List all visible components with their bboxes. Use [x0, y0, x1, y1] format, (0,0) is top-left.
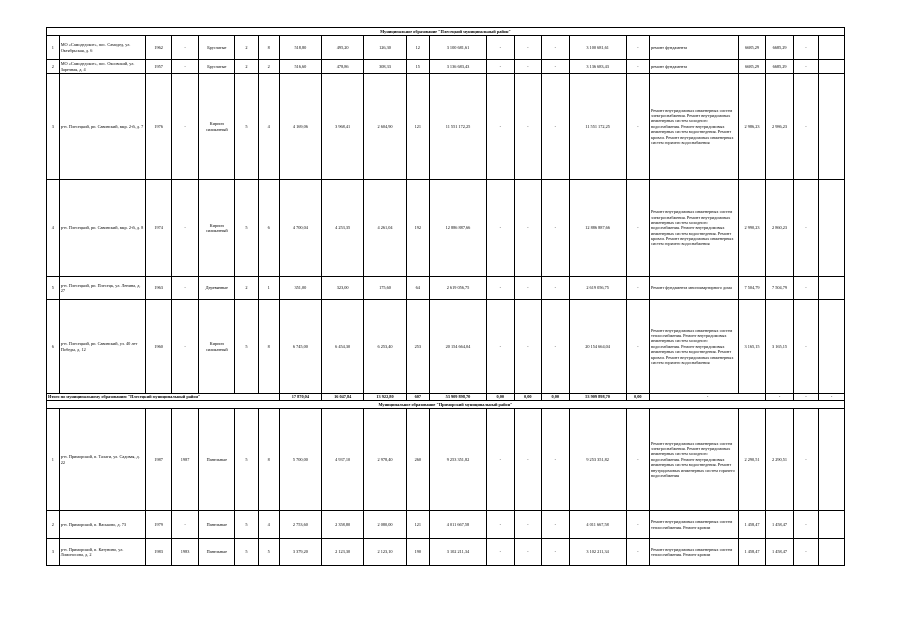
- cell-z1: -: [487, 60, 515, 74]
- cell-y1: 1957: [146, 60, 171, 74]
- cell-z3: -: [542, 60, 570, 74]
- cell-tot: 3 102 211,34: [569, 539, 626, 566]
- cell-ent: 4: [258, 511, 279, 539]
- cell-mat: Панельные: [199, 511, 235, 539]
- cell-e2: -: [793, 74, 818, 180]
- total-a1: 17 870,04: [279, 394, 321, 401]
- cell-mat: Брусчатые: [199, 60, 235, 74]
- capital-repair-table: [46, 27, 845, 566]
- cell-work: Ремонт внутридомовых инженерных систем теплоснабжения. Ремонт внутридомовых инженерных систем холодного водоснабжения. Ремонт внутридомовых инженерных систем водоотведения. Ремонт кровли. Ремонт внутридомовых инженерных систем горячего водоснабжения: [649, 300, 738, 394]
- cell-a2: 4 253,35: [322, 180, 364, 277]
- cell-ent: 1: [258, 277, 279, 300]
- cell-z2: -: [514, 74, 542, 180]
- cell-a1: 6 745,00: [279, 300, 321, 394]
- cell-fl: 5: [235, 409, 258, 511]
- cell-y1: 1983: [146, 539, 171, 566]
- cell-p2: 7 504,79: [766, 277, 794, 300]
- total-c1: -: [649, 394, 765, 401]
- section-heading-row: [47, 28, 845, 36]
- total-tot: 53 909 898,70: [569, 394, 626, 401]
- cell-z1: -: [487, 511, 515, 539]
- cell-tot: 12 886 887,66: [569, 180, 626, 277]
- cell-n: 1: [47, 36, 60, 60]
- cell-n: 4: [47, 180, 60, 277]
- cell-z1: -: [487, 74, 515, 180]
- cell-p2: 3 165,15: [766, 300, 794, 394]
- cell-e2: -: [793, 409, 818, 511]
- cell-cost: 2 619 056,75: [429, 277, 486, 300]
- cell-z1: -: [487, 409, 515, 511]
- cell-z2: -: [514, 180, 542, 277]
- cell-cost: 20 154 664,04: [429, 300, 486, 394]
- cell-e1: -: [626, 300, 649, 394]
- cell-tot: 4 011 667,58: [569, 511, 626, 539]
- cell-n: 3: [47, 74, 60, 180]
- cell-e2: -: [793, 180, 818, 277]
- cell-a3: 308,33: [364, 60, 406, 74]
- cell-res: 12: [406, 36, 429, 60]
- total-c3: -: [793, 394, 818, 401]
- cell-a2: 4 937,10: [322, 409, 364, 511]
- cell-e2: -: [793, 36, 818, 60]
- cell-a2: 495,20: [322, 36, 364, 60]
- cell-addr: р-н. Приморский, п. Васьково, д. 73: [59, 511, 146, 539]
- cell-a3: 2 978,40: [364, 409, 406, 511]
- cell-p2: 2 860,23: [766, 180, 794, 277]
- cell-work: ремонт фундамента: [649, 36, 738, 60]
- cell-e1: -: [626, 74, 649, 180]
- cell-pad: [819, 511, 845, 539]
- cell-addr: р-н. Приморский, п. Катунино, ул. Ломоносова, д. 2: [59, 539, 146, 566]
- cell-y2: -: [171, 180, 199, 277]
- cell-a2: 6 454,30: [322, 300, 364, 394]
- table-row: [47, 74, 845, 180]
- table-row: [47, 539, 845, 566]
- cell-y2: -: [171, 36, 199, 60]
- cell-cost: 9 253 351,82: [429, 409, 486, 511]
- cell-p1: 1 458,47: [738, 511, 766, 539]
- cell-fl: 5: [235, 511, 258, 539]
- cell-y1: 1976: [146, 74, 171, 180]
- cell-y2: -: [171, 300, 199, 394]
- cell-e1: -: [626, 409, 649, 511]
- cell-fl: 5: [235, 300, 258, 394]
- total-z3: 0,00: [542, 394, 570, 401]
- cell-cost: 3 100 681,61: [429, 36, 486, 60]
- cell-n: 5: [47, 277, 60, 300]
- cell-pad: [819, 74, 845, 180]
- cell-res: 253: [406, 300, 429, 394]
- cell-res: 121: [406, 74, 429, 180]
- cell-a2: 3 968,41: [322, 74, 364, 180]
- cell-z2: -: [514, 409, 542, 511]
- cell-y1: 1962: [146, 36, 171, 60]
- cell-a3: 175,60: [364, 277, 406, 300]
- cell-z2: -: [514, 511, 542, 539]
- cell-cost: 4 011 667,58: [429, 511, 486, 539]
- cell-mat: Брусчатые: [199, 36, 235, 60]
- total-z1: 0,00: [487, 394, 515, 401]
- cell-tot: 20 154 664,04: [569, 300, 626, 394]
- cell-z3: -: [542, 539, 570, 566]
- cell-a2: 2 358,80: [322, 511, 364, 539]
- total-label: Итого по муниципальному образованию "Плесецкий муниципальный район": [47, 394, 280, 401]
- cell-addr: р-н. Плесецкий, рп. Плесецк, ул. Ленина, д. 27: [59, 277, 146, 300]
- cell-p2: 1 458,47: [766, 511, 794, 539]
- table-row: [47, 511, 845, 539]
- cell-n: 2: [47, 511, 60, 539]
- cell-ent: 8: [258, 36, 279, 60]
- cell-z3: -: [542, 36, 570, 60]
- cell-y2: -: [171, 511, 199, 539]
- cell-p1: 1 458,47: [738, 539, 766, 566]
- cell-cost: 12 886 887,66: [429, 180, 486, 277]
- cell-p1: 7 504,79: [738, 277, 766, 300]
- cell-y2: 1987: [171, 409, 199, 511]
- cell-z3: -: [542, 511, 570, 539]
- cell-a1: 516,60: [279, 60, 321, 74]
- total-z4: 0,00: [626, 394, 649, 401]
- cell-z3: -: [542, 277, 570, 300]
- cell-pad: [819, 539, 845, 566]
- cell-a2: 478,86: [322, 60, 364, 74]
- cell-e2: -: [793, 300, 818, 394]
- cell-z1: -: [487, 300, 515, 394]
- total-row: [47, 394, 845, 401]
- cell-cost: 11 551 172,25: [429, 74, 486, 180]
- cell-p1: 2 990,23: [738, 180, 766, 277]
- cell-a1: 4 169,06: [279, 74, 321, 180]
- cell-y1: 1979: [146, 511, 171, 539]
- table-row: [47, 36, 845, 60]
- cell-pad: [819, 60, 845, 74]
- cell-e1: -: [626, 511, 649, 539]
- section-heading: Муниципальное образование "Плесецкий муниципальный район": [47, 28, 845, 36]
- cell-z3: -: [542, 180, 570, 277]
- cell-pad: [819, 180, 845, 277]
- cell-pad: [819, 36, 845, 60]
- cell-pad: [819, 300, 845, 394]
- cell-z1: -: [487, 277, 515, 300]
- cell-p1: 2 986,23: [738, 74, 766, 180]
- cell-fl: 5: [235, 539, 258, 566]
- cell-a3: 4 261,04: [364, 180, 406, 277]
- cell-a1: 518,80: [279, 36, 321, 60]
- cell-a2: 323,00: [322, 277, 364, 300]
- section-heading-row: [47, 401, 845, 409]
- cell-z3: -: [542, 300, 570, 394]
- cell-fl: 5: [235, 74, 258, 180]
- cell-ent: 2: [258, 60, 279, 74]
- table-row: [47, 300, 845, 394]
- cell-a3: 2 123,10: [364, 539, 406, 566]
- cell-res: 15: [406, 60, 429, 74]
- cell-work: Ремонт внутридомовых инженерных систем электроснабжения. Ремонт внутридомовых инженерных систем холодного водоснабжения. Ремонт внутридомовых инженерных систем водоотведения. Ремонт кровли. Ремонт внутридомовых инженерных систем горячего водоснабжения: [649, 180, 738, 277]
- cell-res: 190: [406, 539, 429, 566]
- cell-z2: -: [514, 539, 542, 566]
- cell-z2: -: [514, 36, 542, 60]
- total-c2: -: [766, 394, 794, 401]
- cell-work: Ремонт внутридомовых инженерных систем электроснабжения. Ремонт внутридомовых инженерных систем холодного водоснабжения. Ремонт внутридомовых инженерных систем водоотведения. Ремонт внутридомовых инженерных систем горячего водоснабжения: [649, 409, 738, 511]
- cell-e1: -: [626, 36, 649, 60]
- cell-e2: -: [793, 539, 818, 566]
- total-cost: 53 909 898,70: [429, 394, 486, 401]
- cell-y2: 1983: [171, 539, 199, 566]
- cell-addr: р-н. Плесецкий, рп. Савинский, мкр. 2-й, д. 8: [59, 180, 146, 277]
- cell-a3: 126,30: [364, 36, 406, 60]
- cell-addr: МО «Самодедское», пос. Самодед, ул. Октябрьская, д. 6: [59, 36, 146, 60]
- cell-work: Ремонт внутридомовых инженерных систем теплоснабжения. Ремонт кровли: [649, 511, 738, 539]
- total-c4: -: [819, 394, 845, 401]
- cell-fl: 2: [235, 277, 258, 300]
- cell-tot: 3 136 683,43: [569, 60, 626, 74]
- cell-work: Ремонт внутридомовых инженерных систем теплоснабжения. Ремонт кровли: [649, 539, 738, 566]
- cell-tot: 3 100 681,61: [569, 36, 626, 60]
- cell-tot: 11 551 172,25: [569, 74, 626, 180]
- cell-y1: 1960: [146, 300, 171, 394]
- cell-p1: 3 165,15: [738, 300, 766, 394]
- cell-mat: Деревянные: [199, 277, 235, 300]
- cell-a3: 6 253,40: [364, 300, 406, 394]
- cell-e1: -: [626, 180, 649, 277]
- cell-e2: -: [793, 277, 818, 300]
- section-heading: Муниципальное образование "Приморский муниципальный район": [47, 401, 845, 409]
- cell-p2: 6685,29: [766, 60, 794, 74]
- cell-pad: [819, 277, 845, 300]
- cell-a1: 2 753,60: [279, 511, 321, 539]
- cell-a3: 2 080,00: [364, 511, 406, 539]
- cell-a1: 4 700,04: [279, 180, 321, 277]
- cell-e1: -: [626, 539, 649, 566]
- cell-a2: 2 123,30: [322, 539, 364, 566]
- table-body: [47, 28, 845, 566]
- cell-ent: 8: [258, 300, 279, 394]
- cell-a1: 5 700,00: [279, 409, 321, 511]
- cell-addr: р-н. Плесецкий, рп. Савинский, мкр. 2-й, д. 7: [59, 74, 146, 180]
- table-row: [47, 409, 845, 511]
- cell-p2: 1 458,47: [766, 539, 794, 566]
- cell-p1: 2 290,51: [738, 409, 766, 511]
- cell-e2: -: [793, 511, 818, 539]
- cell-tot: 2 619 056,75: [569, 277, 626, 300]
- cell-z3: -: [542, 74, 570, 180]
- cell-tot: 9 253 351,82: [569, 409, 626, 511]
- table-row: [47, 277, 845, 300]
- cell-n: 6: [47, 300, 60, 394]
- cell-p2: 2 290,51: [766, 409, 794, 511]
- cell-mat: Кирпич силикатный: [199, 300, 235, 394]
- total-z2: 0,00: [514, 394, 542, 401]
- cell-addr: р-н. Плесецкий, рп. Савинский, ул. 40 лет Победы, д. 12: [59, 300, 146, 394]
- cell-e2: -: [793, 60, 818, 74]
- total-res: 607: [406, 394, 429, 401]
- cell-p2: 6685,29: [766, 36, 794, 60]
- total-a2: 16 047,84: [322, 394, 364, 401]
- cell-a1: 351,00: [279, 277, 321, 300]
- cell-cost: 3 136 683,43: [429, 60, 486, 74]
- cell-res: 260: [406, 409, 429, 511]
- table-row: [47, 60, 845, 74]
- total-a3: 13 922,80: [364, 394, 406, 401]
- cell-mat: Панельные: [199, 539, 235, 566]
- cell-ent: 8: [258, 409, 279, 511]
- cell-z1: -: [487, 539, 515, 566]
- cell-mat: Кирпич силикатный: [199, 74, 235, 180]
- cell-e1: -: [626, 277, 649, 300]
- cell-y2: -: [171, 74, 199, 180]
- cell-z1: -: [487, 180, 515, 277]
- cell-n: 3: [47, 539, 60, 566]
- cell-work: Ремонт фундамента многоквартирного дома: [649, 277, 738, 300]
- cell-z1: -: [487, 36, 515, 60]
- cell-n: 2: [47, 60, 60, 74]
- cell-z2: -: [514, 277, 542, 300]
- cell-a3: 2 604,90: [364, 74, 406, 180]
- cell-p1: 6685,29: [738, 60, 766, 74]
- cell-p1: 6685,29: [738, 36, 766, 60]
- cell-p2: 2 986,23: [766, 74, 794, 180]
- cell-cost: 3 102 211,34: [429, 539, 486, 566]
- cell-y1: 1987: [146, 409, 171, 511]
- cell-z2: -: [514, 300, 542, 394]
- cell-fl: 2: [235, 60, 258, 74]
- cell-z2: -: [514, 60, 542, 74]
- cell-res: 121: [406, 511, 429, 539]
- cell-fl: 2: [235, 36, 258, 60]
- cell-y1: 1974: [146, 180, 171, 277]
- cell-addr: МО «Самодедское», пос. Оксовский, ул. Заречная, д. 4: [59, 60, 146, 74]
- cell-addr: р-н. Приморский, п. Талаги, ул. Садовая, д. 22: [59, 409, 146, 511]
- cell-mat: Кирпич силикатный: [199, 180, 235, 277]
- cell-res: 192: [406, 180, 429, 277]
- cell-res: 64: [406, 277, 429, 300]
- cell-work: ремонт фундамента: [649, 60, 738, 74]
- cell-fl: 5: [235, 180, 258, 277]
- cell-z3: -: [542, 409, 570, 511]
- cell-y2: -: [171, 277, 199, 300]
- cell-y1: 1963: [146, 277, 171, 300]
- cell-ent: 5: [258, 539, 279, 566]
- cell-y2: -: [171, 60, 199, 74]
- cell-mat: Панельные: [199, 409, 235, 511]
- cell-e1: -: [626, 60, 649, 74]
- table-row: [47, 180, 845, 277]
- cell-n: 1: [47, 409, 60, 511]
- cell-pad: [819, 409, 845, 511]
- cell-ent: 4: [258, 74, 279, 180]
- cell-work: Ремонт внутридомовых инженерных систем электроснабжения. Ремонт внутридомовых инженерных систем холодного водоснабжения. Ремонт внутридомовых инженерных систем водоотведения. Ремонт кровли. Ремонт внутридомовых инженерных систем горячего водоснабжения: [649, 74, 738, 180]
- cell-a1: 3 379,20: [279, 539, 321, 566]
- cell-ent: 6: [258, 180, 279, 277]
